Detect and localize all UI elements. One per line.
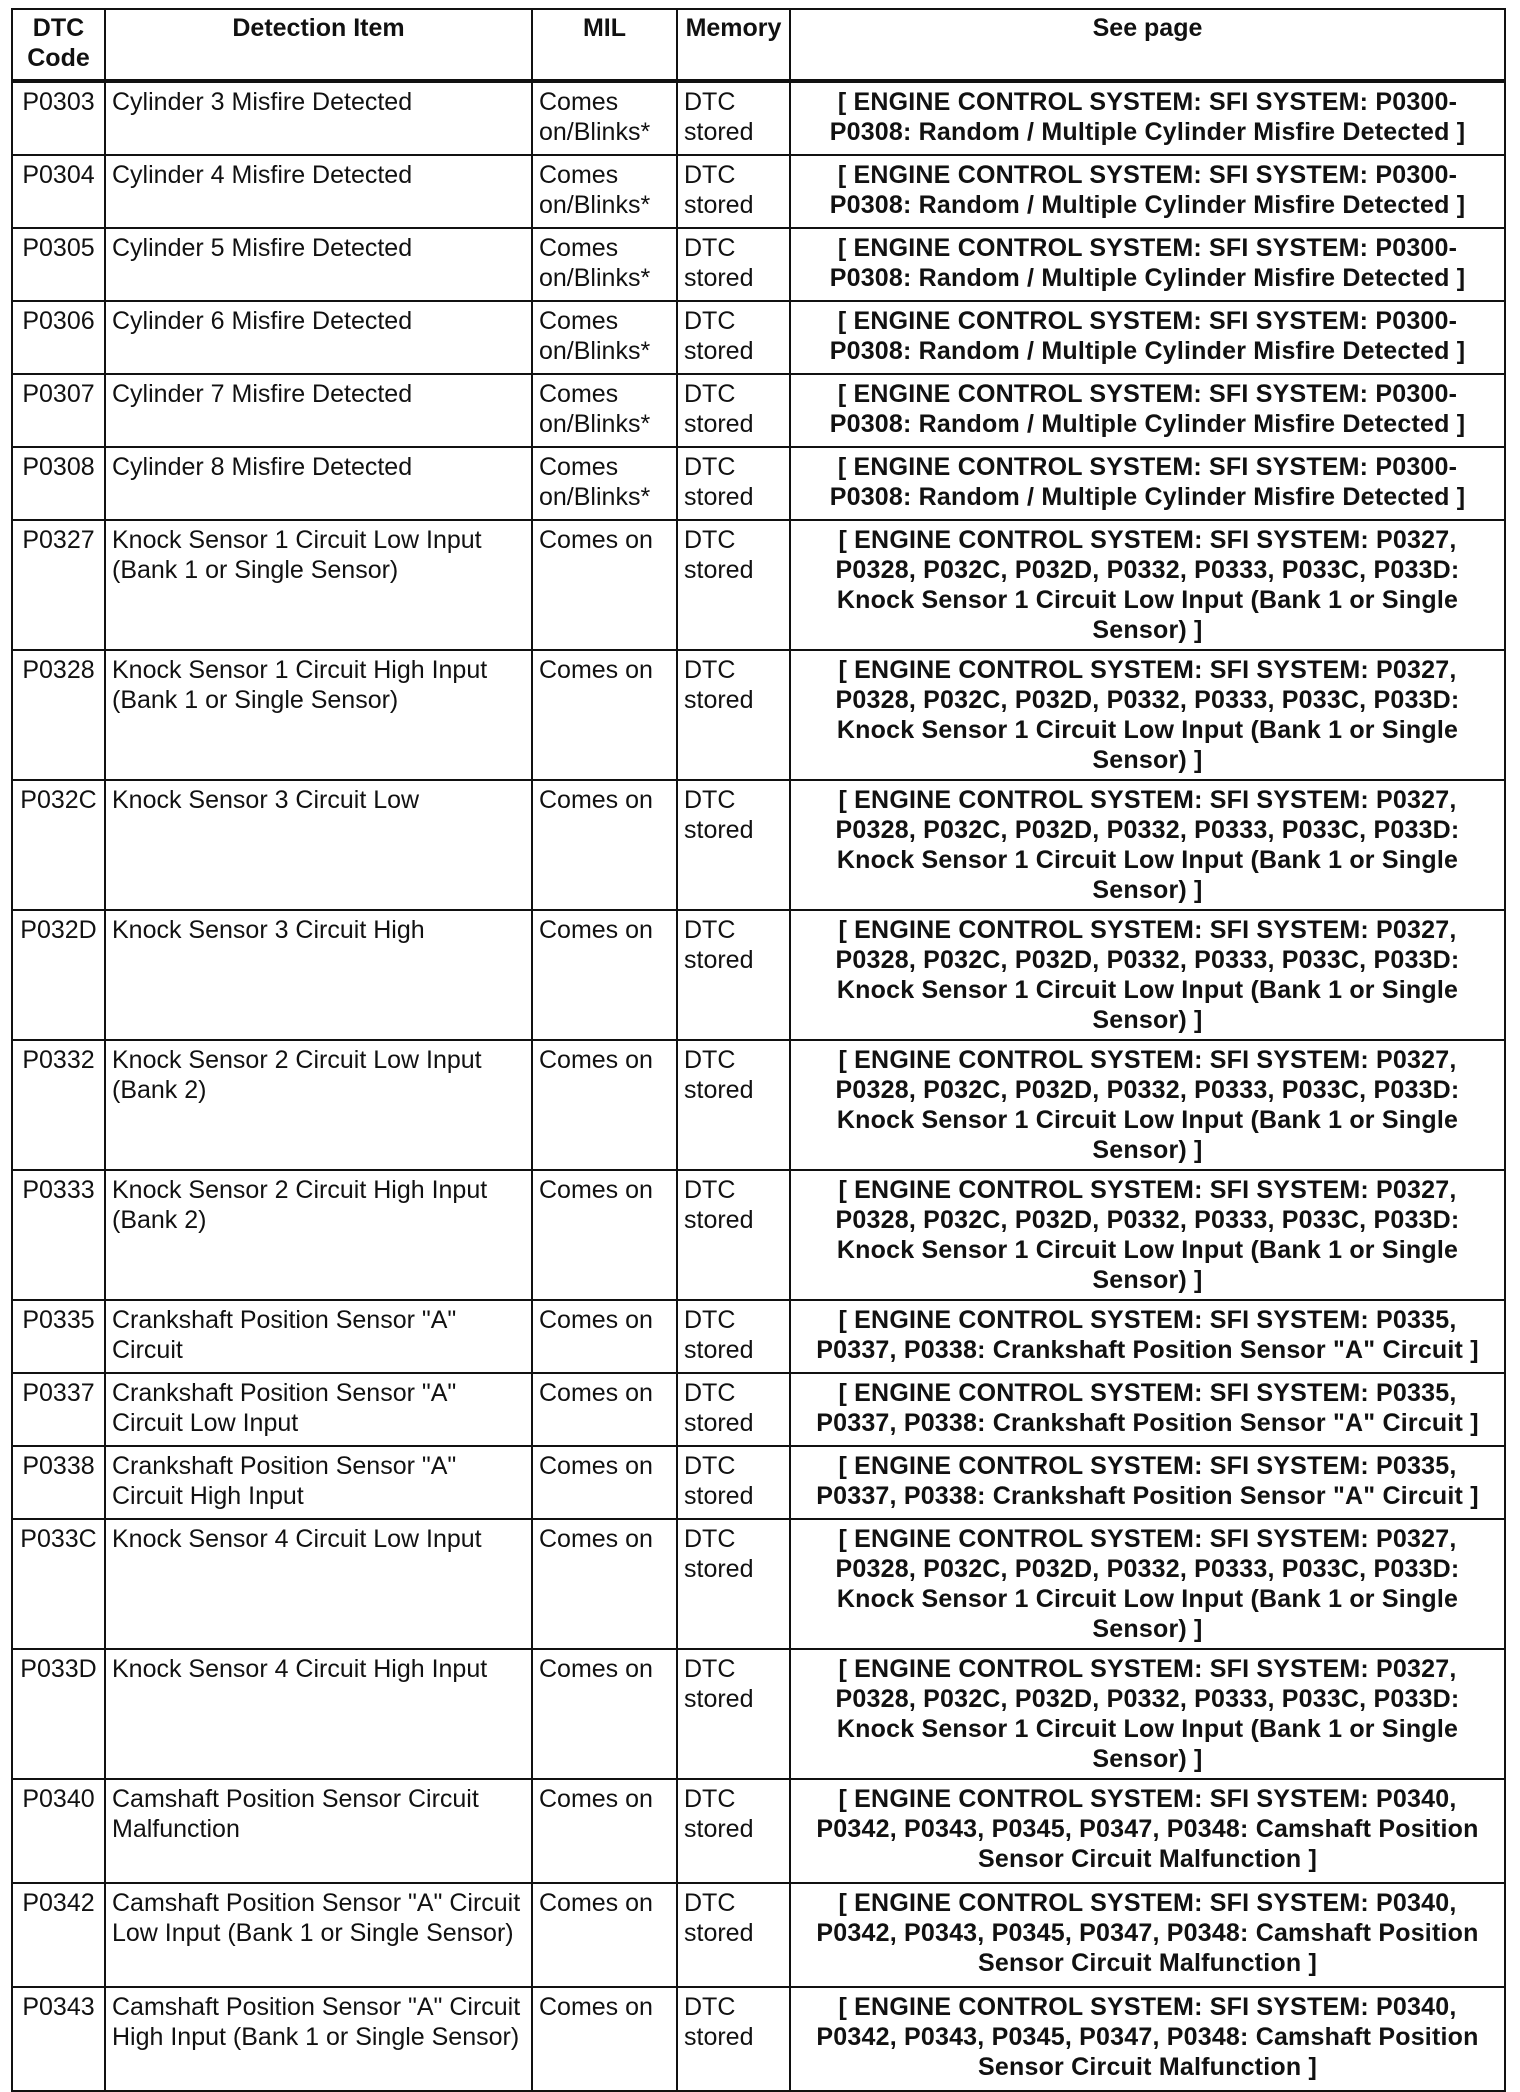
mil-cell: Comes on [532,1649,677,1779]
see-page-link[interactable]: [ ENGINE CONTROL SYSTEM: SFI SYSTEM: P0327, P0328, P032C, P032D, P0332, P0333, P033C, P033D: Knock Sensor 1 Circuit Low Input (Bank 1 or Single Sensor) ] [790,1519,1505,1649]
memory-cell: DTC stored [677,228,790,301]
dtc-code-cell: P0338 [12,1446,105,1519]
detection-item-cell: Knock Sensor 4 Circuit Low Input [105,1519,532,1649]
detection-item-cell: Cylinder 7 Misfire Detected [105,374,532,447]
memory-cell: DTC stored [677,1446,790,1519]
detection-item-cell: Knock Sensor 4 Circuit High Input [105,1649,532,1779]
dtc-code-cell: P0343 [12,1987,105,2091]
memory-cell: DTC stored [677,1519,790,1649]
detection-item-cell: Camshaft Position Sensor Circuit Malfunction [105,1779,532,1883]
dtc-code-cell: P0342 [12,1883,105,1987]
detection-item-cell: Cylinder 4 Misfire Detected [105,155,532,228]
mil-cell: Comes on/Blinks* [532,447,677,520]
see-page-link[interactable]: [ ENGINE CONTROL SYSTEM: SFI SYSTEM: P0300-P0308: Random / Multiple Cylinder Misfire Detected ] [790,81,1505,155]
mil-cell: Comes on/Blinks* [532,228,677,301]
dtc-code-cell: P032C [12,780,105,910]
table-row [12,1883,1505,1987]
table-row [12,780,1505,910]
mil-cell: Comes on/Blinks* [532,374,677,447]
table-row [12,374,1505,447]
detection-item-cell: Crankshaft Position Sensor "A" Circuit Low Input [105,1373,532,1446]
see-page-link[interactable]: [ ENGINE CONTROL SYSTEM: SFI SYSTEM: P0300-P0308: Random / Multiple Cylinder Misfire Detected ] [790,301,1505,374]
dtc-code-cell: P0333 [12,1170,105,1300]
see-page-link[interactable]: [ ENGINE CONTROL SYSTEM: SFI SYSTEM: P0327, P0328, P032C, P032D, P0332, P0333, P033C, P033D: Knock Sensor 1 Circuit Low Input (Bank 1 or Single Sensor) ] [790,1040,1505,1170]
memory-cell: DTC stored [677,520,790,650]
see-page-link[interactable]: [ ENGINE CONTROL SYSTEM: SFI SYSTEM: P0300-P0308: Random / Multiple Cylinder Misfire Detected ] [790,228,1505,301]
table-row [12,520,1505,650]
memory-cell: DTC stored [677,374,790,447]
table-row [12,155,1505,228]
detection-item-cell: Cylinder 6 Misfire Detected [105,301,532,374]
dtc-code-cell: P0307 [12,374,105,447]
memory-cell: DTC stored [677,1987,790,2091]
memory-cell: DTC stored [677,1300,790,1373]
table-row [12,1170,1505,1300]
dtc-code-cell: P0306 [12,301,105,374]
table-row [12,1300,1505,1373]
header-mil: MIL [532,9,677,81]
mil-cell: Comes on [532,1987,677,2091]
dtc-code-cell: P0308 [12,447,105,520]
header-memory: Memory [677,9,790,81]
memory-cell: DTC stored [677,910,790,1040]
table-row [12,910,1505,1040]
table-row [12,1519,1505,1649]
table-row [12,1779,1505,1883]
dtc-code-cell: P0332 [12,1040,105,1170]
mil-cell: Comes on/Blinks* [532,301,677,374]
table-row [12,81,1505,155]
memory-cell: DTC stored [677,1040,790,1170]
table-row [12,228,1505,301]
see-page-link[interactable]: [ ENGINE CONTROL SYSTEM: SFI SYSTEM: P0335, P0337, P0338: Crankshaft Position Sensor "A" Circuit ] [790,1373,1505,1446]
header-detection-item: Detection Item [105,9,532,81]
see-page-link[interactable]: [ ENGINE CONTROL SYSTEM: SFI SYSTEM: P0327, P0328, P032C, P032D, P0332, P0333, P033C, P033D: Knock Sensor 1 Circuit Low Input (Bank 1 or Single Sensor) ] [790,910,1505,1040]
detection-item-cell: Camshaft Position Sensor "A" Circuit Low Input (Bank 1 or Single Sensor) [105,1883,532,1987]
table-row [12,1987,1505,2091]
mil-cell: Comes on [532,1883,677,1987]
detection-item-cell: Cylinder 8 Misfire Detected [105,447,532,520]
mil-cell: Comes on [532,1040,677,1170]
dtc-code-cell: P032D [12,910,105,1040]
mil-cell: Comes on [532,520,677,650]
detection-item-cell: Knock Sensor 2 Circuit Low Input (Bank 2) [105,1040,532,1170]
see-page-link[interactable]: [ ENGINE CONTROL SYSTEM: SFI SYSTEM: P0327, P0328, P032C, P032D, P0332, P0333, P033C, P033D: Knock Sensor 1 Circuit Low Input (Bank 1 or Single Sensor) ] [790,1170,1505,1300]
dtc-code-cell: P033D [12,1649,105,1779]
mil-cell: Comes on [532,780,677,910]
mil-cell: Comes on/Blinks* [532,81,677,155]
table-row [12,1649,1505,1779]
see-page-link[interactable]: [ ENGINE CONTROL SYSTEM: SFI SYSTEM: P0327, P0328, P032C, P032D, P0332, P0333, P033C, P033D: Knock Sensor 1 Circuit Low Input (Bank 1 or Single Sensor) ] [790,780,1505,910]
mil-cell: Comes on [532,1300,677,1373]
table-row [12,650,1505,780]
memory-cell: DTC stored [677,447,790,520]
mil-cell: Comes on [532,1446,677,1519]
mil-cell: Comes on/Blinks* [532,155,677,228]
memory-cell: DTC stored [677,155,790,228]
see-page-link[interactable]: [ ENGINE CONTROL SYSTEM: SFI SYSTEM: P0300-P0308: Random / Multiple Cylinder Misfire Detected ] [790,447,1505,520]
header-dtc-code: DTC Code [12,9,105,81]
dtc-code-cell: P0327 [12,520,105,650]
memory-cell: DTC stored [677,1170,790,1300]
dtc-code-cell: P033C [12,1519,105,1649]
header-see-page: See page [790,9,1505,81]
table-row [12,1446,1505,1519]
table-row [12,447,1505,520]
see-page-link[interactable]: [ ENGINE CONTROL SYSTEM: SFI SYSTEM: P0340, P0342, P0343, P0345, P0347, P0348: Camshaft Position Sensor Circuit Malfunction ] [790,1779,1505,1883]
dtc-table [11,8,1506,2092]
detection-item-cell: Cylinder 5 Misfire Detected [105,228,532,301]
dtc-code-cell: P0305 [12,228,105,301]
table-header-row [12,9,1505,81]
mil-cell: Comes on [532,910,677,1040]
table-row [12,1373,1505,1446]
table-body [12,81,1505,2091]
see-page-link[interactable]: [ ENGINE CONTROL SYSTEM: SFI SYSTEM: P0327, P0328, P032C, P032D, P0332, P0333, P033C, P033D: Knock Sensor 1 Circuit Low Input (Bank 1 or Single Sensor) ] [790,650,1505,780]
dtc-code-cell: P0304 [12,155,105,228]
detection-item-cell: Crankshaft Position Sensor "A" Circuit High Input [105,1446,532,1519]
see-page-link[interactable]: [ ENGINE CONTROL SYSTEM: SFI SYSTEM: P0300-P0308: Random / Multiple Cylinder Misfire Detected ] [790,374,1505,447]
memory-cell: DTC stored [677,780,790,910]
mil-cell: Comes on [532,1779,677,1883]
see-page-link[interactable]: [ ENGINE CONTROL SYSTEM: SFI SYSTEM: P0335, P0337, P0338: Crankshaft Position Sensor "A" Circuit ] [790,1446,1505,1519]
memory-cell: DTC stored [677,1373,790,1446]
mil-cell: Comes on [532,650,677,780]
dtc-code-cell: P0328 [12,650,105,780]
see-page-link[interactable]: [ ENGINE CONTROL SYSTEM: SFI SYSTEM: P0340, P0342, P0343, P0345, P0347, P0348: Camshaft Position Sensor Circuit Malfunction ] [790,1883,1505,1987]
see-page-link[interactable]: [ ENGINE CONTROL SYSTEM: SFI SYSTEM: P0327, P0328, P032C, P032D, P0332, P0333, P033C, P033D: Knock Sensor 1 Circuit Low Input (Bank 1 or Single Sensor) ] [790,520,1505,650]
mil-cell: Comes on [532,1373,677,1446]
memory-cell: DTC stored [677,650,790,780]
memory-cell: DTC stored [677,1779,790,1883]
detection-item-cell: Knock Sensor 2 Circuit High Input (Bank 2) [105,1170,532,1300]
table-row [12,1040,1505,1170]
memory-cell: DTC stored [677,81,790,155]
dtc-code-cell: P0335 [12,1300,105,1373]
dtc-code-cell: P0340 [12,1779,105,1883]
see-page-link[interactable]: [ ENGINE CONTROL SYSTEM: SFI SYSTEM: P0335, P0337, P0338: Crankshaft Position Sensor "A" Circuit ] [790,1300,1505,1373]
detection-item-cell: Knock Sensor 1 Circuit High Input (Bank 1 or Single Sensor) [105,650,532,780]
memory-cell: DTC stored [677,1883,790,1987]
see-page-link[interactable]: [ ENGINE CONTROL SYSTEM: SFI SYSTEM: P0340, P0342, P0343, P0345, P0347, P0348: Camshaft Position Sensor Circuit Malfunction ] [790,1987,1505,2091]
see-page-link[interactable]: [ ENGINE CONTROL SYSTEM: SFI SYSTEM: P0300-P0308: Random / Multiple Cylinder Misfire Detected ] [790,155,1505,228]
detection-item-cell: Crankshaft Position Sensor "A" Circuit [105,1300,532,1373]
detection-item-cell: Camshaft Position Sensor "A" Circuit High Input (Bank 1 or Single Sensor) [105,1987,532,2091]
memory-cell: DTC stored [677,1649,790,1779]
detection-item-cell: Cylinder 3 Misfire Detected [105,81,532,155]
detection-item-cell: Knock Sensor 3 Circuit High [105,910,532,1040]
see-page-link[interactable]: [ ENGINE CONTROL SYSTEM: SFI SYSTEM: P0327, P0328, P032C, P032D, P0332, P0333, P033C, P033D: Knock Sensor 1 Circuit Low Input (Bank 1 or Single Sensor) ] [790,1649,1505,1779]
dtc-code-cell: P0303 [12,81,105,155]
table-row [12,301,1505,374]
mil-cell: Comes on [532,1170,677,1300]
detection-item-cell: Knock Sensor 3 Circuit Low [105,780,532,910]
detection-item-cell: Knock Sensor 1 Circuit Low Input (Bank 1 or Single Sensor) [105,520,532,650]
mil-cell: Comes on [532,1519,677,1649]
memory-cell: DTC stored [677,301,790,374]
dtc-code-cell: P0337 [12,1373,105,1446]
